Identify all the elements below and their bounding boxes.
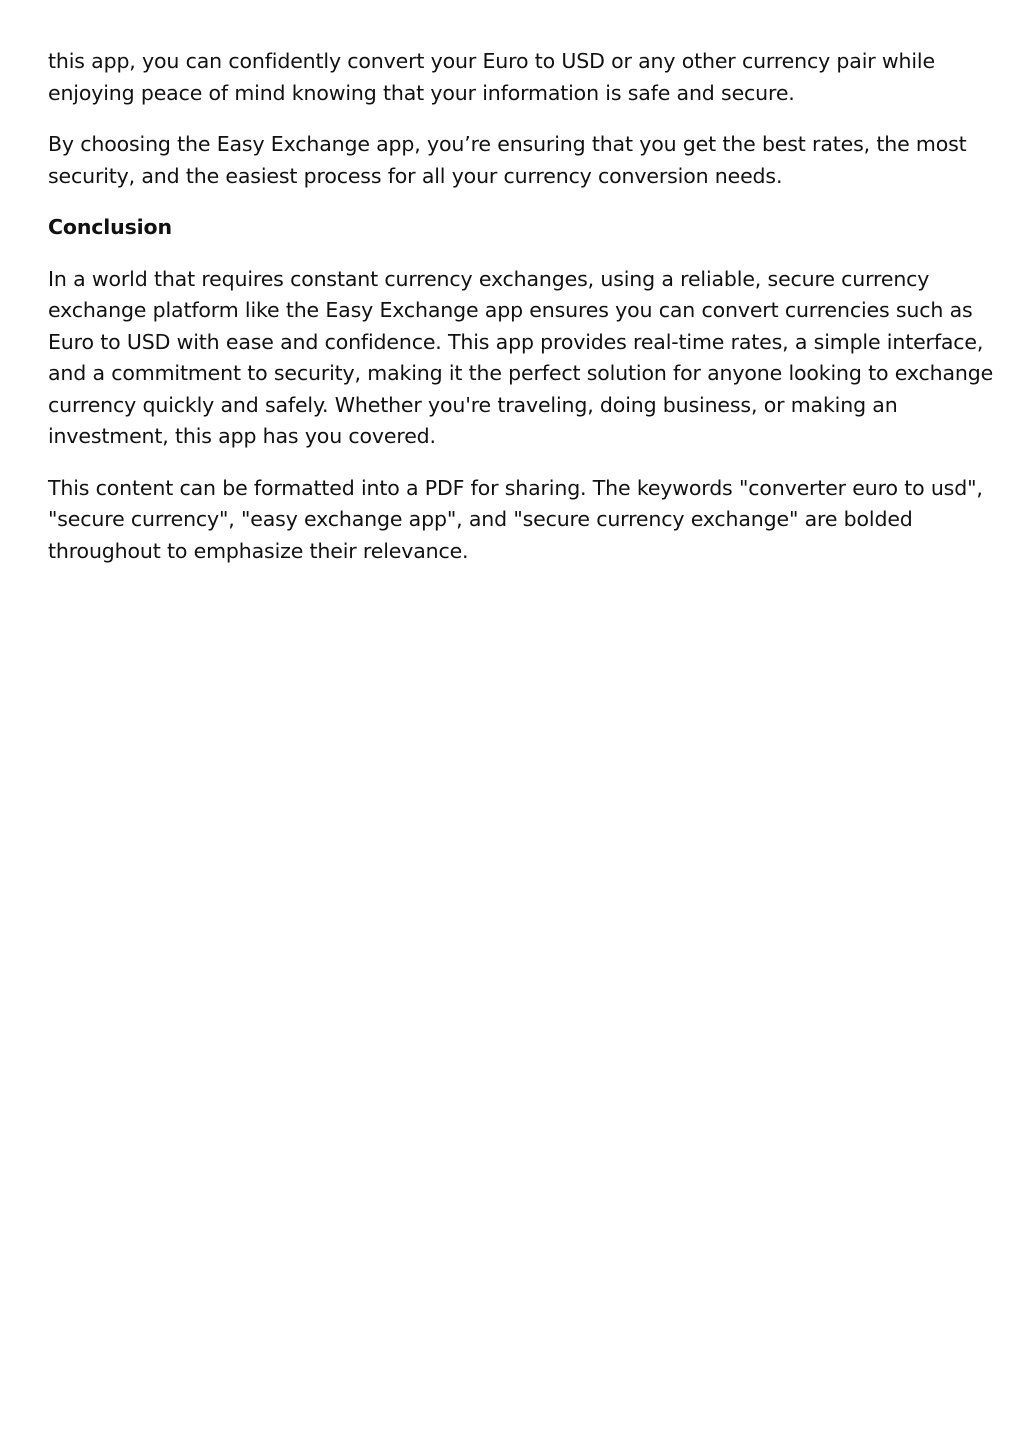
text-line: enjoying peace of mind knowing that your information is safe and secure. (48, 80, 795, 105)
section-heading-conclusion: Conclusion (48, 215, 172, 239)
paragraph-choosing-app (48, 129, 976, 192)
text-line: currency quickly and safely. Whether you're traveling, doing business, or making an (48, 392, 898, 417)
paragraph-secure-conversion (48, 46, 976, 109)
text-line: In a world that requires constant currency exchanges, using a reliable, secure currency (48, 266, 930, 291)
text-line: "secure currency", "easy exchange app", and "secure currency exchange" are bolded (48, 507, 913, 531)
text-line: By choosing the Easy Exchange app, you’re ensuring that you get the best rates, the most (48, 132, 967, 156)
document-page (48, 46, 994, 587)
text-line: throughout to emphasize their relevance. (48, 538, 469, 563)
paragraph-conclusion (48, 264, 994, 453)
paragraph-pdf-note (48, 473, 983, 568)
text-line: security, and the easiest process for all your currency conversion needs. (48, 163, 783, 188)
text-line: investment, this app has you covered. (48, 424, 436, 448)
text-line: and a commitment to security, making it the perfect solution for anyone looking to exchange (48, 361, 994, 385)
text-line: This content can be formatted into a PDF for sharing. The keywords "converter euro to usd", (48, 475, 983, 500)
text-line: this app, you can confidently convert your Euro to USD or any other currency pair while (48, 49, 935, 73)
text-line: Euro to USD with ease and confidence. This app provides real-time rates, a simple interface, (48, 329, 984, 354)
text-line: exchange platform like the Easy Exchange app ensures you can convert currencies such as (48, 298, 973, 322)
